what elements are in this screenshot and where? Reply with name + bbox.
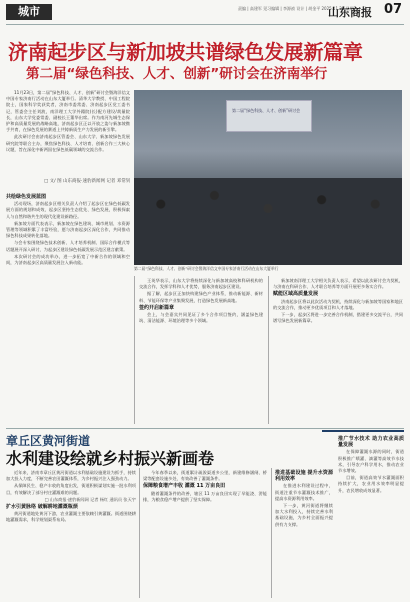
column-divider [268, 276, 269, 424]
accent-bar [322, 430, 404, 432]
body-paragraph: 目前，街道高效节水灌溉面积持续扩大，农业用水效率明显提升，农民增收成效显著。 [338, 475, 404, 493]
body-paragraph: 会上，与会嘉宾共同见证了多个合作项目签约，涵盖绿色建筑、清洁能源、环境治理等多个领域。 [139, 312, 263, 324]
middle-column [139, 278, 263, 325]
second-story-kicker: 章丘区黄河街道 [6, 434, 91, 448]
page-number: 07 [384, 2, 403, 17]
second-byline: □ 山东商报·速豹新闻网 记者 杨红 通讯员 张天宇 [44, 496, 136, 502]
lead-column [6, 90, 130, 154]
second-far-right-column [338, 436, 404, 495]
section-tag: 城市 [6, 4, 52, 20]
right-column [273, 278, 403, 325]
body-paragraph: 在保障灌溉水源的同时，街道积极推广喷灌、滴灌等高效节水技术，引导农户科学用水，推动农业节水增效。 [338, 449, 404, 474]
body-paragraph: 新加坡方面代表表示，新加坡在绿色建筑、城市规划、水资源管理等领域积累了丰富经验，愿与济南起步区深化合作，共同推动绿色科技成果转化落地。 [6, 220, 130, 239]
section-heading: 共绘绿色发展蓝图 [6, 194, 47, 200]
lead-paragraph: 11月23日，第二届“绿色科技、人才、创新”研讨会暨海洋信文中国专家济南行活动在山东大厦举行。清华大学教授、中国工程院院士，国家科学奖获奖者，济南市委常委、济南起步区党工委书记，管委会主任刘波，南洋理工大学外籍院(长)配方建设/裁量院长，山东大学党委常委、副校长王董华出席。作为南河先城生态保护和高质量发展的战略高地，济南起步区正以开放之姿与新加坡携手共育，在绿色发展的赛道上共铸新质生产力发展的新引擎。 [6, 90, 130, 133]
header-rule [6, 24, 404, 25]
lead-paragraph: 此次研讨会由济南起步区管委会、山东大学、新加坡绿色发展研究院等联合主办，聚焦绿色科技、人才培育、创新合作三大核心议题，旨在深化中新两国在绿色低碳领域的交流合作。 [6, 134, 130, 152]
main-byline: □ 文/ 图 山东商报·速豹新闻网 记者 邓常钊 [44, 179, 131, 184]
column-divider [134, 276, 135, 424]
second-left-column [6, 470, 136, 525]
body-paragraph: 据了解，起步区正加快构建绿色产业体系，推动新能源、新材料、节能环保等产业集聚发展，打造绿色发展新高地。 [139, 291, 263, 303]
body-paragraph: 下一步，黄河街道将继续加大水利投入，持续完善水利基础设施，为乡村全面振兴提供有力支撑。 [275, 503, 333, 527]
second-story-headline: 水利建设绘就乡村振兴新画卷 [6, 449, 215, 468]
body-paragraph: 本次研讨会的成功举办，进一步拓宽了中新合作的领域和空间，为济南起步区高质量发展注入新动能。 [6, 253, 130, 266]
left-column [6, 194, 130, 267]
event-photo [134, 90, 402, 265]
body-paragraph: 下一步，起步区将进一步完善合作机制，搭建更多交流平台，共同谱写绿色发展新篇章。 [273, 312, 403, 324]
section-heading: 签约开启新篇章 [139, 304, 175, 311]
body-paragraph: 今年春季以来，街道累计疏浚渠道多公里，新建维修涵闸、桥梁等配套设施多处，有效改善了灌溉条件。 [143, 470, 267, 482]
section-heading: 保障粮食增产丰收 灌溉 11 万亩良田 [143, 483, 226, 490]
header-info-line: 责编 | 高建军 见习编辑 | 李源祯 设计 | 胡金平 2025.11.25 星期二 [238, 6, 358, 11]
body-paragraph: 与会专家围绕绿色技术创新、人才培养机制、国际合作模式等话题展开深入研讨，为起步区建设绿色低碳发展示范区建言献策。 [6, 240, 130, 252]
section-heading: 推广节水技术 助力农业高质量发展 [338, 436, 404, 449]
main-headline: 济南起步区与新加坡共谱绿色发展新篇章 [8, 40, 363, 64]
section-heading: 赋能区域高质量发展 [273, 291, 319, 298]
body-paragraph: 随着灌溉条件的改善，辖区 11 万亩良田实现了旱能浇、涝能排，为粮食稳产增产提供了坚实保障。 [143, 490, 267, 502]
second-right-column [275, 470, 333, 529]
audience-silhouettes [134, 178, 402, 265]
body-paragraph: 济南起步区将以此次活动为契机，持续深化与新加坡等国家和地区的交流合作，推动更多优质项目和人才落地。 [273, 298, 403, 310]
main-subheadline: 第二届“绿色科技、人才、创新”研讨会在济南举行 [26, 66, 328, 82]
column-divider [139, 468, 140, 598]
stage-screen [226, 100, 312, 132]
body-paragraph: 黄河街道地处黄河下游，农业灌溉主要依赖引黄灌溉。街道围绕耕地灌溉需求，科学规划渠系布局。 [6, 511, 136, 523]
section-heading: 扩水引黄脉络 破解耕地灌溉瓶颈 [6, 504, 78, 511]
body-paragraph: 近年来，济南市章丘区黄河街道以水利基础设施建设为抓手，持续加大投入力度，不断完善农田灌溉体系，为乡村振兴注入强劲动力。 [6, 470, 136, 482]
body-paragraph: 从保障民生、稳产丰收的角度出发，街道积极谋划实施一批水利项目，有效解决了部分村庄灌溉难的问题。 [6, 483, 136, 495]
body-paragraph: 新加坡南洋理工大学相关负责人表示，希望以此次研讨会为契机，与济南在科研合作、人才联合培养等方面开展更多务实合作。 [273, 278, 403, 290]
stage-screen-text: 第二届“绿色科技、人才、创新”研讨会 [232, 108, 301, 113]
page-header [0, 0, 410, 22]
story-divider [6, 428, 404, 429]
body-paragraph: 王英华表示，山东大学将持续深化与新加坡高校和科研机构的交流合作，发挥学科和人才优势，服务济南起步区建设。 [139, 278, 263, 290]
photo-caption: 第二届“绿色科技、人才、创新”研讨会暨海洋信文中国专家济南行活动在山东大厦举行 [134, 266, 279, 271]
body-paragraph: 活动现场，济南起步区相关负责人介绍了起步区在绿色低碳发展方面的规划和成效，起步区坚持生态优先、绿色发展，积极探索人与自然和谐共生的现代化建设新路径。 [6, 201, 130, 219]
column-divider [271, 468, 272, 598]
section-heading: 推进基础设施 提升水资源利用效率 [275, 470, 333, 483]
body-paragraph: 在推进水利建设过程中，街道注重节水灌溉技术推广，提高水资源利用效率。 [275, 483, 333, 501]
paper-name: 山东商报 [328, 6, 372, 19]
second-middle-column [143, 470, 267, 504]
